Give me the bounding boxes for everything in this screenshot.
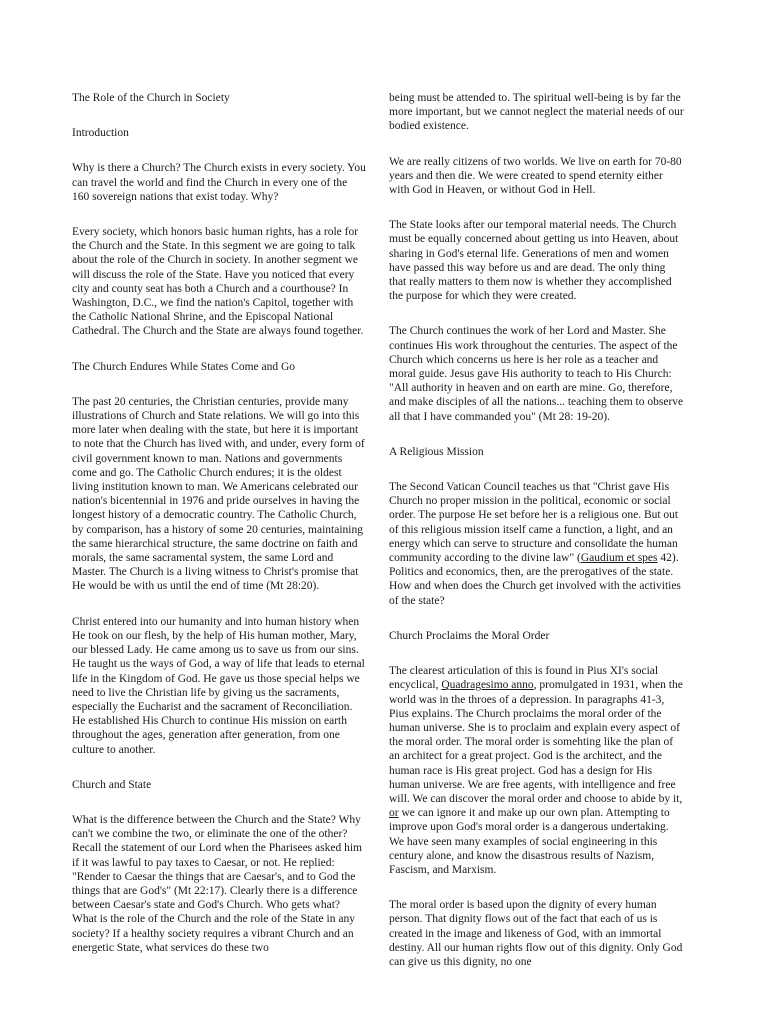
text-run: 42). Politics and economics, then, are the prerogatives of the state. How and when does the Church get involved with the activities of the state? xyxy=(389,552,681,607)
paragraph: The past 20 centuries, the Christian centuries, provide many illustrations of Church and State relations. We will go into this more later when dealing with the state, but here it is important to note that the Church has lived with, and under, every form of civil government known to man. Nations and governments come and go. The Catholic Church endures; it is the oldest living institution known to man. We Americans celebrated our nation's bicentennial in 1976 and pride ourselves in having the longest history of a democratic country. The Catholic Church, by comparison, has a history of some 20 centuries, maintaining the same hierarchical structure, the same doctrine on faith and morals, the same sacramental system, the same Lord and Master. The Church is a living witness to Christ's promise that He would be with us until the end of time (Mt 28:20). xyxy=(72,395,365,593)
paragraph: The State looks after our temporal material needs. The Church must be equally concerned about getting us into Heaven, about sharing in God's eternal life. Generations of men and women have passed this way before us and are dead. The only thing that really matters to them now is whether they accomplished the purpose for which they were created. xyxy=(389,219,679,303)
right-column xyxy=(389,91,684,990)
paragraph: Why is there a Church? The Church exists in every society. You can travel the world and find the Church in every one of the 160 sovereign nations that exist today. Why? xyxy=(72,162,366,203)
left-column xyxy=(72,91,367,976)
paragraph: The Church continues the work of her Lord and Master. She continues His work throughout the centuries. The aspect of the Church which concerns us here is her role as a teacher and moral guide. Jesus gave His authority to teach to His Church: "All authority in heaven and on earth are mine. Go, therefore, and make disciples of all the nations... teaching them to observe all that I have commanded you" (Mt 28: 19-20). xyxy=(389,325,684,423)
heading-religious-mission: A Religious Mission xyxy=(389,445,484,458)
paragraph xyxy=(389,480,684,608)
paragraph: being must be attended to. The spiritual well-being is by far the more important, but we cannot neglect the material needs of our bodied existence. xyxy=(389,92,684,133)
paragraph: The moral order is based upon the dignity of every human person. That dignity flows out of the fact that each of us is created in the image and likeness of God, with an immortal destiny. All our human rights flow out of this dignity. Only God can give us this dignity, no one xyxy=(389,899,683,968)
heading-church-and-state: Church and State xyxy=(72,778,152,791)
heading-moral-order: Church Proclaims the Moral Order xyxy=(389,629,550,642)
paragraph: We are really citizens of two worlds. We live on earth for 70-80 years and then die. We were created to spend eternity either with God in Heaven, or without God in Hell. xyxy=(389,155,682,197)
text-run: The Second Vatican Council teaches us that "Christ gave His Church no proper mission in the political, economic or social order. The purpose He set before her is a religious one. But out of this religious mission itself came a function, a light, and an energy which can serve to structure and consolidate the human community according to the divine law" ( xyxy=(389,481,679,565)
heading-church-endures: The Church Endures While States Come and Go xyxy=(72,360,296,373)
paragraph: Every society, which honors basic human rights, has a role for the Church and the State. In this segment we are going to talk about the role of the Church in society. In another segment we will discuss the role of the State. Have you noticed that every city and county seat has both a Church and a courthouse? In Washington, D.C., we find the nation's Capitol, together with the Catholic National Shrine, and the Episcopal National Cathedral. The Church and the State are always found together. xyxy=(72,226,364,338)
emphasis-or: or xyxy=(389,807,399,820)
paragraph xyxy=(389,664,684,877)
citation-quadragesimo-anno: Quadragesimo anno xyxy=(441,679,534,692)
text-run: we can ignore it and make up our own plan. Attempting to improve upon God's moral order is a dangerous undertaking. We have seen many examples of social engineering in this century alone, and know the disastrous results of Nazism, Fascism, and Marxism. xyxy=(389,807,670,876)
document-title: The Role of the Church in Society xyxy=(72,92,230,104)
text-run: , promulgated in 1931, when the world was in the throes of a depression. In paragraphs 41-3, Pius explains. The Church proclaims the moral order of the human universe. She is to proclaim and explain every aspect of the moral order. The moral order is somehting like the plan of an architect for a great project. God is the architect, and the human race is His great project. God has a design for His human universe. We are free agents, with intelligence and free will. We can discover the moral order and choose to abide by it, xyxy=(389,679,683,805)
text-run: The clearest articulation of this is found in Pius XI's social encyclical, xyxy=(389,665,659,692)
paragraph: Christ entered into our humanity and into human history when He took on our flesh, by the help of His human mother, Mary, our blessed Lady. He came among us to save us from our sins. He taught us the ways of God, a way of life that leads to eternal life in the Kingdom of God. He gave us those special helps we need to live the Christian life by giving us the sacraments, especially the Eucharist and the sacrament of Reconciliation. He established His Church to continue His mission on earth throughout the ages, generation after generation, from one culture to another. xyxy=(72,615,365,756)
heading-introduction: Introduction xyxy=(72,127,129,140)
paragraph: What is the difference between the Church and the State? Why can't we combine the two, or eliminate the one of the other? Recall the statement of our Lord when the Pharisees asked him if it was lawful to pay taxes to Caesar, or not. He replied: "Render to Caesar the things that are Caesar's, and to God the things that are God's" (Mt 22:17). Clearly there is a difference between Caesar's state and God's Church. Who gets what? What is the role of the Church and the role of the State in any society? If a healthy society requires a vibrant Church and an energetic State, what services do these two xyxy=(72,813,362,954)
citation-gaudium-et-spes: Gaudium et spes xyxy=(580,552,658,565)
